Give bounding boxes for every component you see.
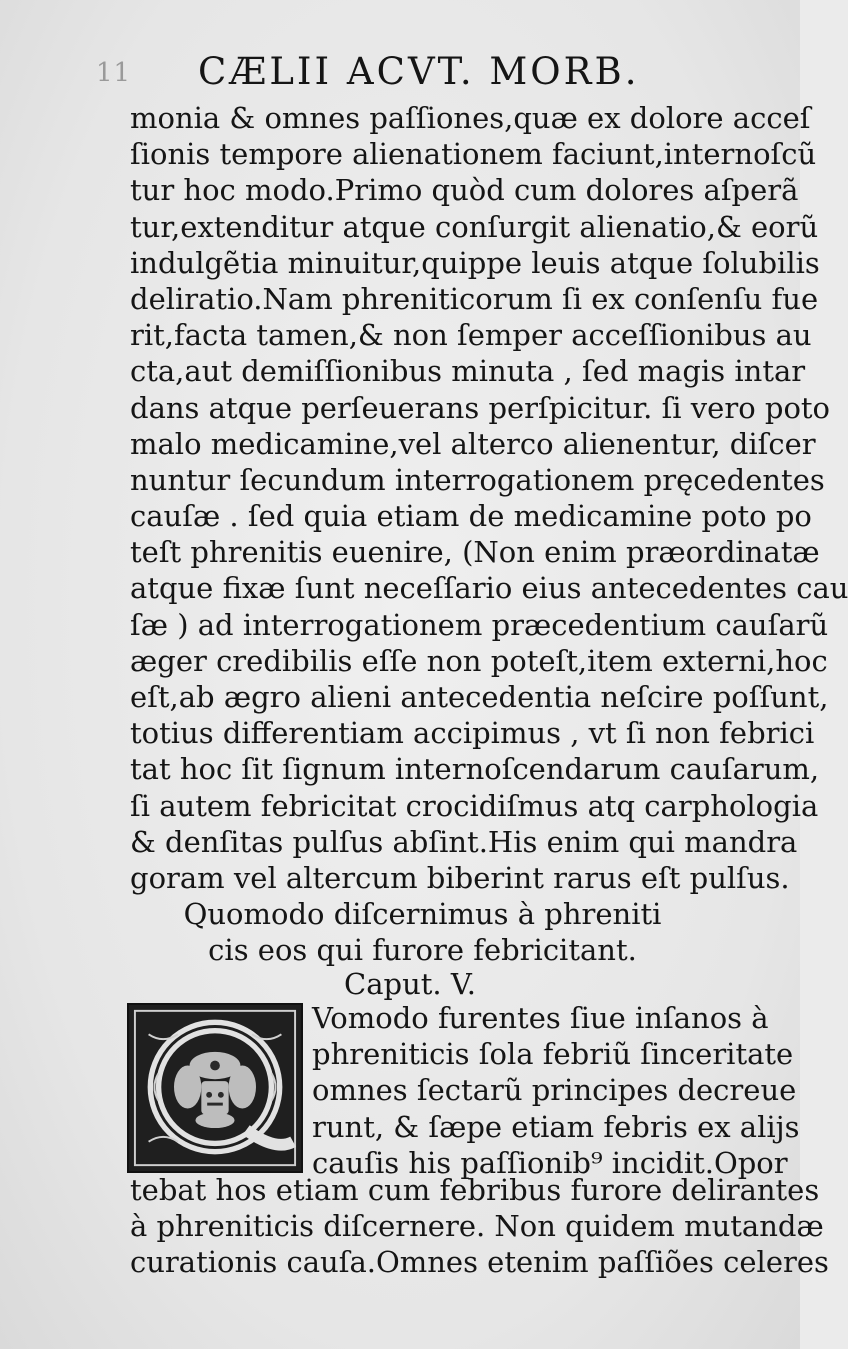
- chapter-number: [0, 966, 800, 1002]
- text-line: cta,aut demiſſionibus minuta , ſed magis intar: [130, 354, 806, 389]
- chapter-title-line: Quomodo diſcernimus à phreniti: [183, 897, 662, 931]
- chapter-number-label: Caput. V.: [344, 967, 476, 1001]
- decorated-initial-q-icon: [127, 1003, 303, 1173]
- text-line: teſt phrenitis euenire, (Non enim præordinatæ: [130, 535, 820, 570]
- text-line: Vomodo furentes ſiue inſanos à: [312, 1001, 769, 1035]
- text-line: eſt,ab ægro alieni antecedentia neſcire poſſunt,: [130, 680, 829, 714]
- text-line: goram vel altercum biberint rarus eſt pulſus.: [130, 860, 790, 895]
- text-beside-initial: [312, 1000, 800, 1181]
- text-line: cauſis his paſſionib⁹ incidit.Opor: [312, 1145, 788, 1180]
- text-line: totius differentiam accipimus , vt ſi non febrici: [130, 716, 815, 751]
- closing-text: [130, 1172, 829, 1281]
- text-line: tur hoc modo.Primo quòd cum dolores aſperã: [130, 173, 799, 208]
- chapter-title-line: cis eos qui furore febricitant.: [208, 933, 637, 968]
- text-line: indulgẽtia minuitur,quippe leuis atque ſolubilis: [130, 245, 820, 280]
- text-line: tebat hos etiam cum febribus furore delirantes: [130, 1173, 820, 1207]
- text-line: tur,extenditur atque conſurgit alienatio,& eorũ: [130, 209, 819, 244]
- chapter-title: [0, 896, 800, 968]
- text-line: ſionis tempore alienationem faciunt,internoſcũ: [130, 137, 817, 172]
- text-line: omnes ſectarũ principes decreue: [312, 1073, 797, 1108]
- text-line: dans atque perſeuerans perſpicitur. ſi vero poto: [130, 390, 831, 425]
- text-line: monia & omnes paſſiones,quæ ex dolore acceſ: [130, 101, 811, 135]
- text-line: & denſitas pulſus abſint.His enim qui mandra: [130, 824, 798, 859]
- text-line: deliratio.Nam phreniticorum ſi ex conſenſu fue: [130, 281, 819, 316]
- text-line: cauſæ . ſed quia etiam de medicamine poto po: [130, 499, 812, 534]
- text-line: runt, & ſæpe etiam febris ex alijs: [312, 1109, 800, 1144]
- text-line: tat hoc ſit ſignum internoſcendarum cauſarum,: [130, 752, 820, 787]
- text-line: phreniticis ſola febriũ ſinceritate: [312, 1037, 794, 1072]
- text-line: rit,facta tamen,& non ſemper acceſſionibus au: [130, 318, 812, 353]
- text-line: à phreniticis diſcernere. Non quidem mutandæ: [130, 1209, 824, 1244]
- body-text: [130, 100, 848, 896]
- text-line: atque fixæ ſunt neceſſario eius antecedentes cau: [130, 571, 848, 606]
- running-head: CÆLII ACVT. MORB.: [198, 50, 640, 93]
- text-line: malo medicamine,vel alterco alienentur, diſcer: [130, 426, 816, 461]
- text-line: ſi autem febricitat crocidiſmus atq carphologia: [130, 788, 819, 823]
- text-line: curationis cauſa.Omnes etenim paſſiões celeres: [130, 1245, 829, 1280]
- text-line: ſæ ) ad interrogationem præcedentium cauſarũ: [130, 607, 829, 642]
- folio-number: 11: [96, 58, 132, 88]
- text-line: nuntur ſecundum interrogationem pręcedentes: [130, 462, 825, 497]
- text-line: æger credibilis eſſe non poteſt,item externi,hoc: [130, 643, 828, 678]
